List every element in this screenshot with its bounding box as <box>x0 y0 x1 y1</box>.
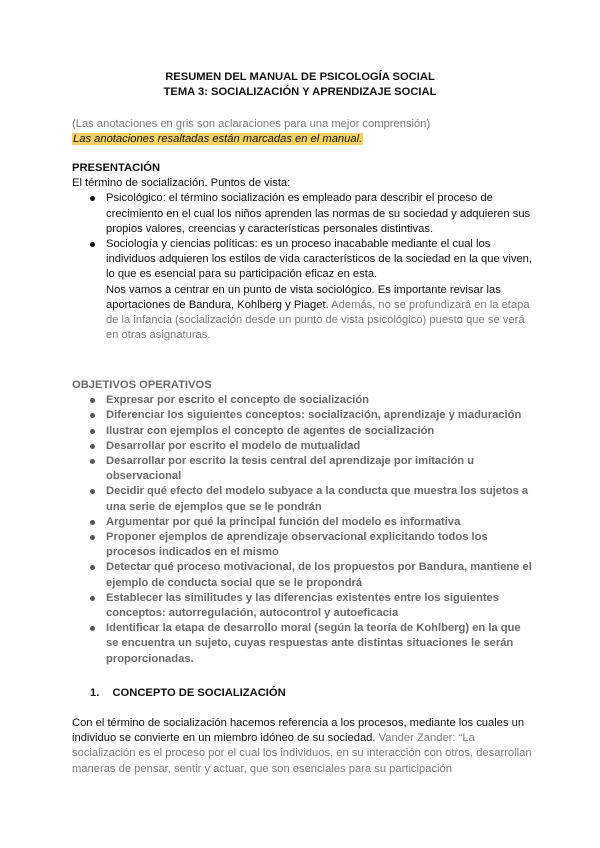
list-item: Expresar por escrito el concepto de socialización <box>72 393 532 408</box>
header-title-line2: TEMA 3: SOCIALIZACIÓN Y APRENDIZAJE SOCIAL <box>163 86 437 99</box>
header-title-line1: RESUMEN DEL MANUAL DE PSICOLOGÍA SOCIAL <box>165 71 435 83</box>
presentacion-list <box>72 191 532 282</box>
list-item: Argumentar por qué la principal función del modelo es informativa <box>72 515 532 530</box>
objetivos-title: OBJETIVOS OPERATIVOS <box>72 379 212 391</box>
list-item: Desarrollar por escrito el modelo de mutualidad <box>72 439 532 454</box>
presentacion-gray-aside: Además, no se profundizará en la etapa de la infancia (socialización desde un punto de vista psicológico) puesto que se verá en otras asignaturas. <box>106 298 530 342</box>
presentacion-continuation-text: Nos vamos a centrar en un punto de vista sociológico. Es importante revisar las aportaciones de Bandura, Kohlberg y Piaget. <box>106 283 501 311</box>
section1-paragraph <box>72 716 532 777</box>
list-item: Psicológico: el término socialización es empleado para describir el proceso de crecimiento en el cual los niños aprenden las normas de su sociedad y adquieren sus propios valores, creencias y características personales distintivas. <box>72 191 532 237</box>
section1-paragraph-text: Con el término de socialización hacemos referencia a los procesos, mediante los cuales un individuo se convierte en un miembro idóneo de su sociedad. <box>72 717 525 745</box>
list-item: Identificar la etapa de desarrollo moral (según la teoría de Kohlberg) en la que se encuentra un sujeto, cuyas respuestas ante distintas situaciones le serán proporcionadas. <box>72 621 532 667</box>
list-item: Ilustrar con ejemplos el concepto de agentes de socialización <box>72 424 532 439</box>
list-item: Decidir qué efecto del modelo subyace a la conducta que muestra los sujetos a una serie de ejemplos que se le pondrán <box>72 484 532 514</box>
notes <box>72 117 532 147</box>
objetivos-section <box>72 378 532 667</box>
presentacion-intro: El término de socialización. Puntos de vista: <box>72 177 291 190</box>
section1-title: CONCEPTO DE SOCIALIZACIÓN <box>112 687 286 699</box>
presentacion-title: PRESENTACIÓN <box>72 162 161 174</box>
list-item: Sociología y ciencias políticas: es un proceso inacabable mediante el cual los individuos adquieren los estilos de vida característicos de la sociedad en la que viven, lo que es esencial para su participación eficaz en esta. <box>72 237 532 283</box>
list-item: Proponer ejemplos de aprendizaje observacional explicitando todos los procesos indicados en el mismo <box>72 530 532 560</box>
list-item: Detectar qué proceso motivacional, de los propuestos por Bandura, mantiene el ejemplo de conducta social que se le propondrá <box>72 560 532 590</box>
document-header <box>72 70 528 100</box>
presentacion-continuation <box>72 283 532 344</box>
section1-quote: Vander Zander: “La socialización es el proceso por el cual los individuos, en su interacción con otros, desarrollan maneras de pensar, sentir y actuar, que son esenciales para su participación <box>72 732 532 775</box>
presentacion-section <box>72 161 532 343</box>
list-item: Desarrollar por escrito la tesis central del aprendizaje por imitación u observacional <box>72 454 532 484</box>
section1-heading <box>90 686 550 701</box>
list-item: Establecer las similitudes y las diferencias existentes entre los siguientes conceptos: autorregulación, autocontrol y autoeficacia <box>72 591 532 621</box>
gray-annotation-note: (Las anotaciones en gris son aclaraciones para una mejor comprensión) <box>72 118 431 130</box>
list-item: Diferenciar los siguientes conceptos: socialización, aprendizaje y maduración <box>72 408 532 423</box>
objetivos-list <box>72 393 532 667</box>
highlight-annotation-note: Las anotaciones resaltadas están marcadas en el manual. <box>73 133 363 146</box>
section1-number: 1. <box>90 687 100 699</box>
